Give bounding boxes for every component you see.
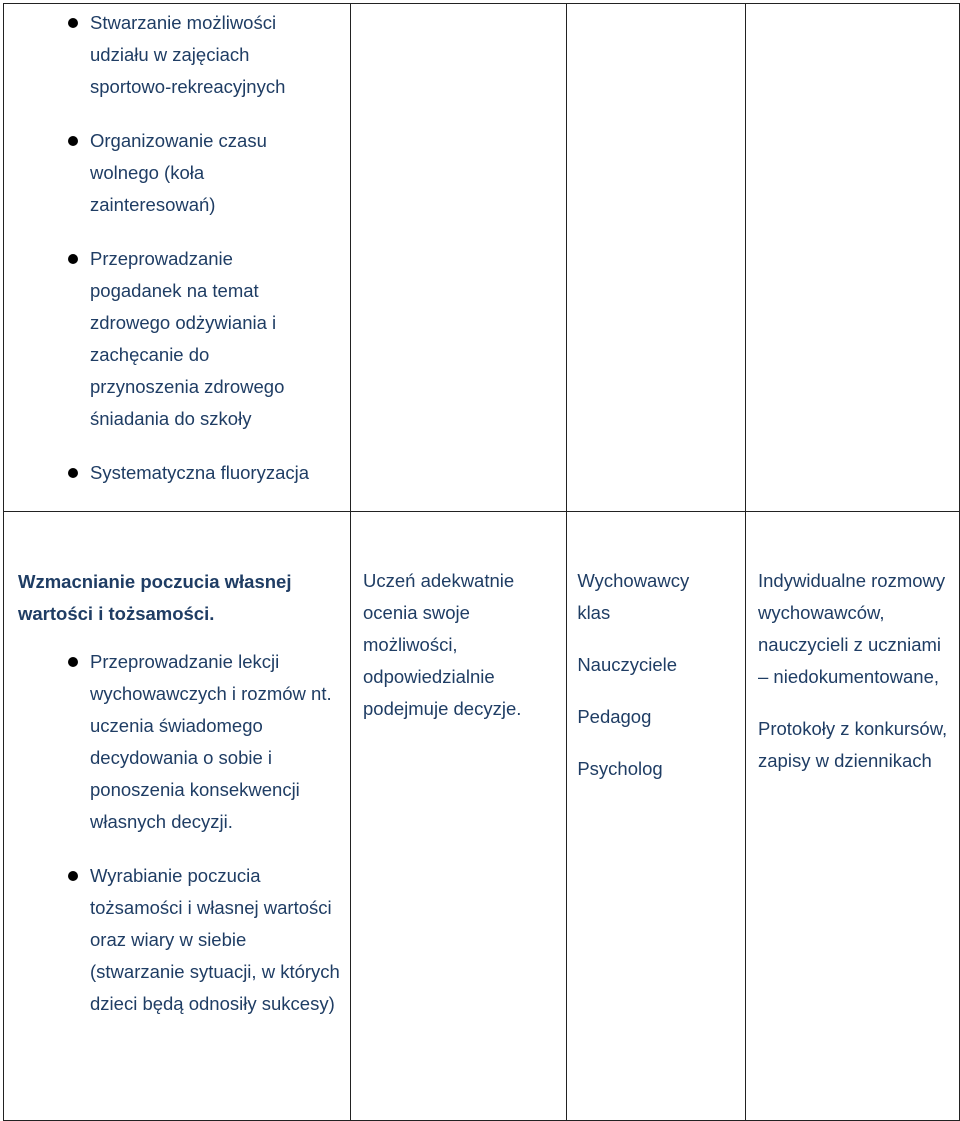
bullet-icon bbox=[68, 468, 78, 478]
outcome-text: Uczeń adekwatnie ocenia swoje możliwości, odpowiedzialnie podejmuje decyzje. bbox=[363, 570, 522, 719]
bullet-icon bbox=[68, 136, 78, 146]
list-item: Systematyczna fluoryzacja bbox=[18, 457, 340, 489]
responsible-item: Wychowawcy klas bbox=[577, 570, 690, 623]
list-item: Przeprowadzanie pogadanek na temat zdrowego odżywiania i zachęcanie do przynoszenia zdrowego śniadania do szkoły bbox=[18, 243, 340, 435]
evidence-cell-empty bbox=[746, 4, 960, 512]
list-item: Organizowanie czasu wolnego (koła zainteresowań) bbox=[18, 125, 340, 221]
activities-cell bbox=[4, 512, 351, 1121]
responsible-item: Nauczyciele bbox=[577, 654, 678, 675]
section-heading: Wzmacnianie poczucia własnej wartości i tożsamości. bbox=[18, 571, 292, 624]
activities-cell bbox=[4, 4, 351, 512]
bullet-icon bbox=[68, 871, 78, 881]
responsible-item: Pedagog bbox=[577, 706, 652, 727]
responsible-cell bbox=[567, 512, 746, 1121]
program-table bbox=[3, 3, 960, 1121]
responsible-cell-empty bbox=[567, 4, 746, 512]
bullet-icon bbox=[68, 657, 78, 667]
evidence-item: Protokoły z konkursów, zapisy w dziennikach bbox=[758, 718, 948, 771]
table-row bbox=[4, 512, 960, 1121]
list-item: Przeprowadzanie lekcji wychowawczych i rozmów nt. uczenia świadomego decydowania o sobie i ponoszenia konsekwencji własnych decyzji. bbox=[18, 646, 340, 838]
evidence-item: Indywidualne rozmowy wychowawców, nauczycieli z uczniami – niedokumentowane, bbox=[758, 570, 946, 687]
list-item: Stwarzanie możliwości udziału w zajęciach sportowo-rekreacyjnych bbox=[18, 7, 340, 103]
list-item: Wyrabianie poczucia tożsamości i własnej wartości oraz wiary w siebie (stwarzanie sytuacji, w których dzieci będą odnosiły sukcesy) bbox=[18, 860, 340, 1020]
table-row bbox=[4, 4, 960, 512]
activities-list bbox=[18, 646, 340, 1020]
outcome-cell-empty bbox=[351, 4, 567, 512]
bullet-icon bbox=[68, 18, 78, 28]
activities-list bbox=[18, 7, 340, 489]
outcome-cell bbox=[351, 512, 567, 1121]
evidence-cell bbox=[746, 512, 960, 1121]
bullet-icon bbox=[68, 254, 78, 264]
responsible-item: Psycholog bbox=[577, 758, 663, 779]
